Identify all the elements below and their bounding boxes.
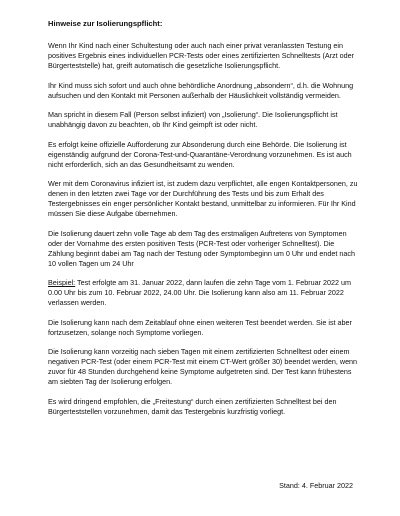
example-text: Test erfolgte am 31. Januar 2022, dann laufen die zehn Tage vom 1. Februar 2022 um 0.00 Uhr bis zum 10. Februar 2022, 24.00 Uhr. Die Isolierung kann also am 11. Februar 2022 verlassen werden. [48, 278, 352, 307]
paragraph-example [48, 278, 362, 308]
document-title: Hinweise zur Isolierungspflicht: [48, 19, 163, 28]
paragraph-end-without-test: Die Isolierung kann nach dem Zeitablauf ohne einen weiteren Test beendet werden. Sie ist aber fortzusetzen, solange noch Symptome vorliegen. [48, 317, 352, 337]
paragraph-duration: Die Isolierung dauert zehn volle Tage ab dem Tag des erstmaligen Auftretens von Symptomen oder der Vornahme des ersten positiven Tests (PCR-Test oder vorheriger Schnelltest). Die Zählung beginnt dabei am Tag nach der Testung oder Symptombeginn um 0 Uhr und endet nach 10 vollen Tagen um 24 Uhr [48, 228, 356, 268]
example-label: Beispiel: [48, 278, 76, 287]
paragraph-freitestung: Es wird dringend empfohlen, die „Freitestung“ durch einen zertifizierten Schnelltest bei den Bürgerteststellen vorzunehmen, damit das Testergebnis kurzfristig vorliegt. [48, 396, 337, 416]
paragraph-contact-persons: Wer mit dem Coronavirus infiziert ist, ist zudem dazu verpflichtet, alle engen Kontaktpersonen, zu denen in den letzten zwei Tage vor der Durchführung des Tests und bis zum Erhalt des Testergebnisses ein enger persönlicher Kontakt bestand, unmittelbar zu informieren. Für Ihr Kind müssen Sie diese Aufgabe übernehmen. [48, 179, 358, 218]
paragraph-absonderung: Ihr Kind muss sich sofort und auch ohne behördliche Anordnung „absondern“, d.h. die Wohnung aufsuchen und den Kontakt mit Personen außerhalb der Häuslichkeit vollständig vermeiden. [48, 80, 354, 100]
document-page [48, 19, 362, 426]
document-date-footer: Stand: 4. Februar 2022 [279, 481, 353, 490]
paragraph-no-official-order: Es erfolgt keine offizielle Aufforderung zur Absonderung durch eine Behörde. Die Isolierung ist eigenständig aufgrund der Corona-Test-und-Quarantäne-Verordnung vorzunehmen. Es ist auch nicht erforderlich, sich an das Gesundheitsamt zu wenden. [48, 139, 352, 169]
paragraph-early-end: Die Isolierung kann vorzeitig nach sieben Tagen mit einem zertifizierten Schnelltest oder einem negativen PCR-Test (oder einem PCR-Test mit einem CT-Wert größer 30) beendet werden, wenn zuvor für 48 Stunden durchgehend keine Symptome aufgetreten sind. Der Test kann frühestens am siebten Tag der Isolierung erfolgen. [48, 347, 358, 386]
paragraph-isolierung-definition: Man spricht in diesem Fall (Person selbst infiziert) von „Isolierung“. Die Isolierungspflicht ist unabhängig davon zu beachten, ob Ihr Kind geimpft ist oder nicht. [48, 110, 338, 129]
paragraph-testresult: Wenn Ihr Kind nach einer Schultestung oder auch nach einer privat veranlassten Testung ein positives Ergebnis eines individuellen PCR-Tests oder eines zertifizierten Schnelltests (Arzt oder Bürgerteststelle) hat, greift automatisch die gesetzliche Isolierungspflicht. [48, 41, 355, 70]
